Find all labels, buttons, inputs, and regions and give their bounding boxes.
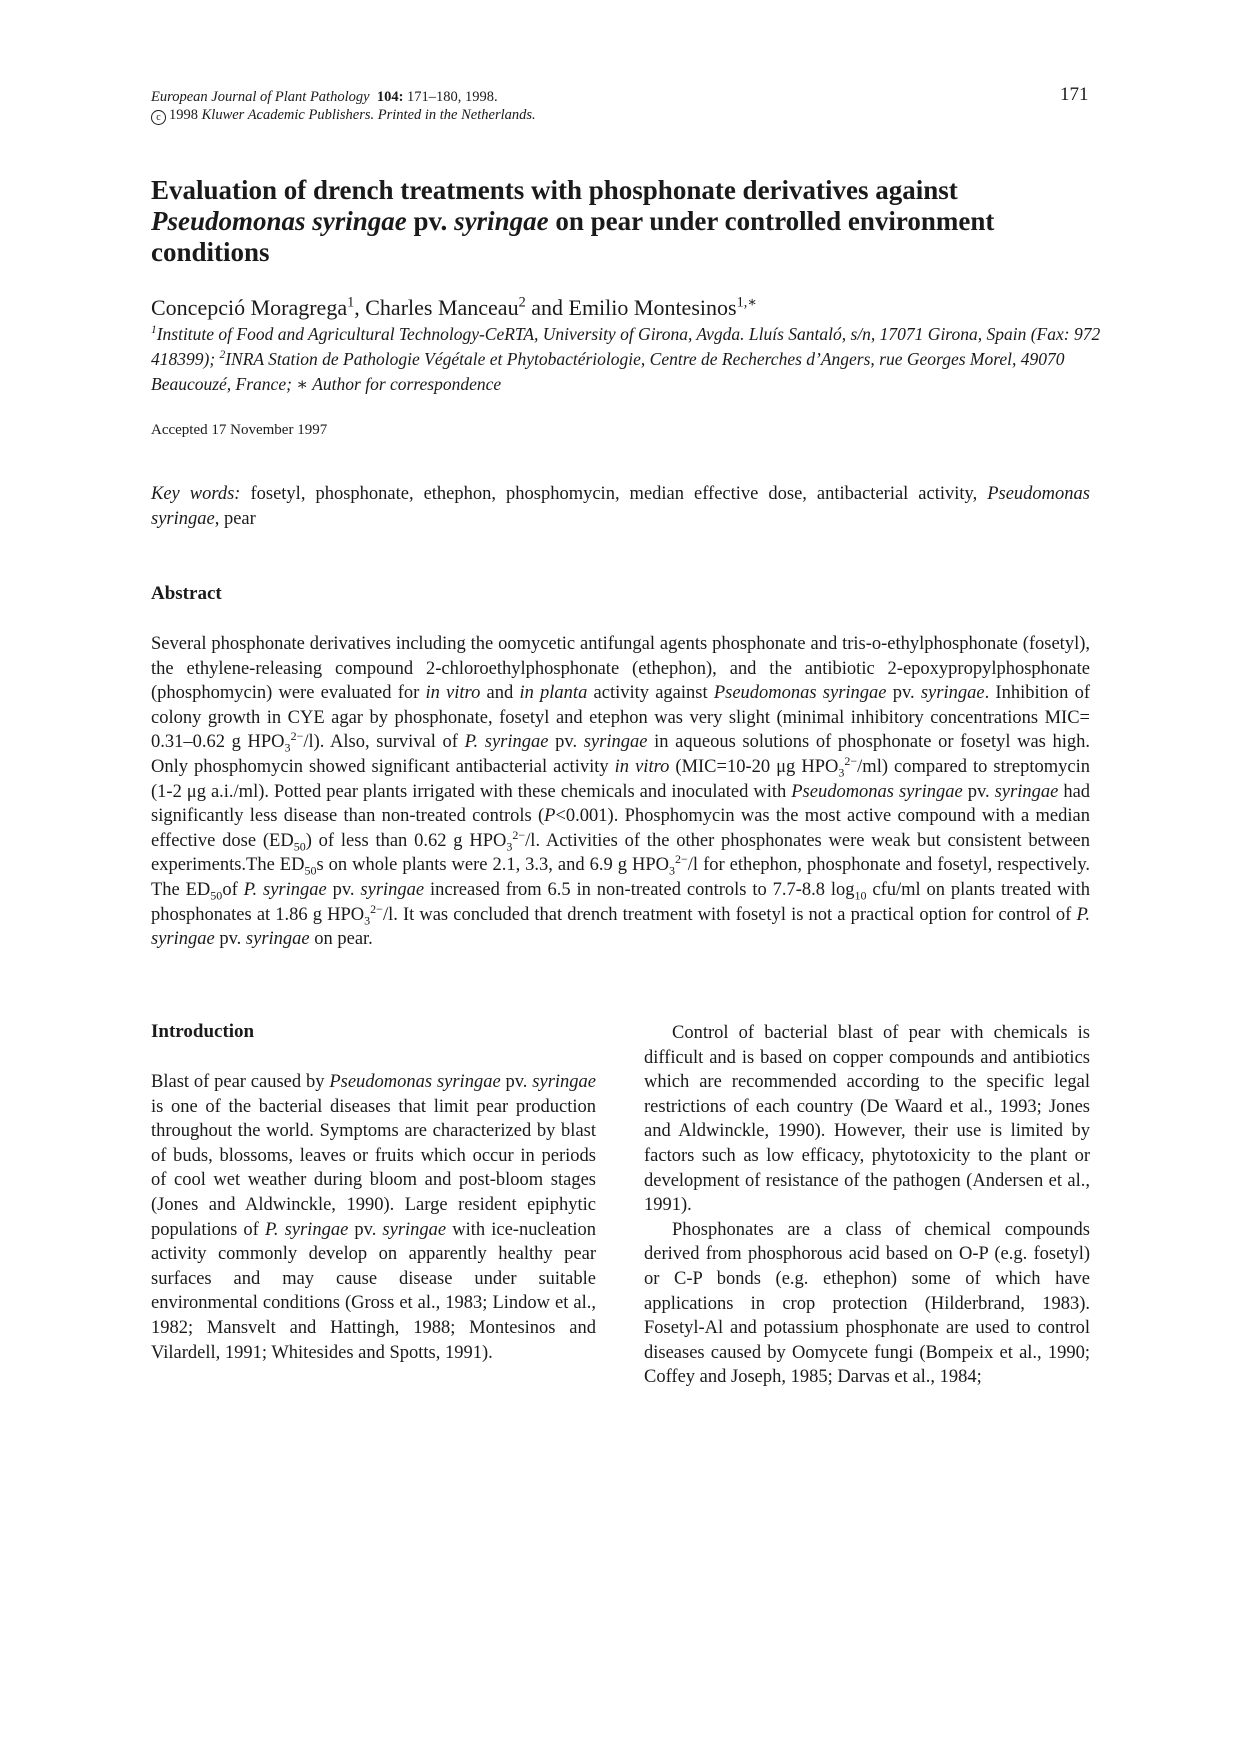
subscript: 10 [854, 888, 867, 903]
author-2: , Charles Manceau [354, 295, 519, 320]
intro-species: syringae [532, 1072, 596, 1092]
abstract-italic: in vitro [425, 683, 481, 704]
abstract-text: (MIC=10-20 μg HPO [675, 756, 839, 777]
abstract-text: /l). Also, survival of [303, 732, 458, 753]
title-pathovar: syringae [454, 206, 549, 236]
author-list [151, 295, 757, 321]
journal-volume: 104: [376, 89, 404, 105]
abstract-text: pv. [892, 683, 915, 704]
abstract-text: pv. [967, 781, 990, 802]
page-number: 171 [1060, 84, 1089, 105]
keywords-label: Key words: [151, 484, 241, 504]
accepted-date: Accepted 17 November 1997 [151, 422, 328, 438]
article-title [151, 175, 1091, 268]
intro-text: Blast of pear caused by [151, 1072, 325, 1092]
title-species: Pseudomonas syringae [151, 206, 407, 236]
abstract-species: P. syringae [151, 904, 1090, 950]
abstract-text: s on whole plants were 2.1, 3.3, and 6.9 g HPO [316, 855, 669, 876]
intro-text: pv. [505, 1072, 528, 1092]
subscript: 50 [210, 888, 223, 903]
abstract-species: syringae [920, 683, 985, 704]
superscript: 2− [844, 753, 858, 768]
author-3-sup: 1,∗ [736, 294, 758, 311]
intro-paragraph: Control of bacterial blast of pear with chemicals is difficult and is based on copper compounds and antibiotics which are recommended according to the specific legal restrictions of each country (De Waard et al., 1993; Jones and Aldwinckle, 1990). However, their use is limited by factors such as low efficacy, phytotoxicity to the plant or development of resistance of the pathogen (Andersen et al., 1991). [644, 1023, 1090, 1216]
affil-2-sup: 2 [219, 349, 226, 362]
abstract-text: ) of less than 0.62 g HPO [305, 830, 507, 851]
abstract-text: activity against [593, 683, 708, 704]
copyright-icon: c [151, 110, 166, 125]
abstract-text: increased from 6.5 in non-treated controls to 7.7-8.8 log [430, 879, 855, 900]
superscript: 2− [370, 901, 383, 916]
abstract-text: pv. [332, 879, 355, 900]
abstract-text: in aqueous solutions of phosphonate or fosetyl was high. Only phosphomycin showed significant antibacterial activity [151, 732, 1091, 777]
intro-species: syringae [382, 1219, 447, 1240]
keywords-species: Pseudomonas syringae [151, 484, 1090, 529]
abstract-text: /l. Activities of the other phosphonates were weak but consistent between experiments.The ED [151, 830, 1091, 876]
abstract-text: cfu/ml on plants treated with phosphonates at 1.86 g HPO [151, 879, 1091, 925]
abstract-text: Several phosphonate derivatives including the oomycetic antifungal agents phosphonate and tris-o-ethylphosphonate (fosetyl), the ethylene-releasing compound 2-chloroethylphosphonate (ethephon), and the antibiotic 2-epoxypropylphosphonate (phosphomycin) were evaluated for [151, 634, 1090, 704]
abstract-text: <0.001). Phosphomycin was the most active compound with a median effective dose (ED [151, 806, 1090, 851]
intro-text: is one of the bacterial diseases that limit pear production throughout the world. Symptoms are characterized by blast of buds, blossoms, leaves or fruits which occur in periods of cool wet weather during bloom and post-bloom stages (Jones and Aldwinckle, 1990). Large resident epiphytic populations of [151, 1096, 596, 1240]
abstract-species: P. syringae [243, 879, 327, 900]
title-line1: Evaluation of drench treatments with phosphonate derivatives against [151, 175, 958, 205]
journal-pages: 171–180, 1998. [407, 89, 498, 105]
intro-paragraph: Phosphonates are a class of chemical compounds derived from phosphorous acid based on O-P (e.g. fosetyl) or C-P bonds (e.g. ethephon) some of which have applications in crop protection (Hilderbrand, 1983). Fosetyl-Al and potassium phosphonate are used to control diseases caused by Oomycete fungi (Bompeix et al., 1990; Coffey and Joseph, 1985; Darvas et al., 1984; [644, 1219, 1090, 1388]
copyright-year: 1998 [169, 107, 198, 123]
introduction-heading: Introduction [151, 1021, 255, 1042]
superscript: 2− [290, 729, 304, 744]
subscript: 3 [668, 864, 675, 879]
abstract-species: P. syringae [464, 732, 549, 753]
intro-column-left [151, 1070, 596, 1365]
abstract-heading: Abstract [151, 583, 222, 604]
abstract-italic: P [544, 806, 556, 827]
abstract-species: syringae [245, 929, 310, 950]
abstract-body [151, 632, 1090, 952]
intro-paragraph [151, 1070, 596, 1365]
abstract-species: syringae [994, 781, 1059, 802]
author-1: Concepció Moragrega [151, 295, 348, 320]
abstract-species: Pseudomonas syringae [791, 781, 963, 802]
intro-text: with ice-nucleation activity commonly develop on apparently healthy pear surfaces and may cause disease under suitable environmental conditions (Gross et al., 1983; Lindow et al., 1982; Mansvelt and Hattingh, 1988; Montesinos and Vilardell, 1991; Whitesides and Spotts, 1991). [151, 1219, 596, 1363]
author-1-sup: 1 [347, 294, 355, 311]
intro-species: Pseudomonas syringae [329, 1072, 501, 1092]
author-2-sup: 2 [518, 294, 526, 311]
abstract-species: Pseudomonas syringae [713, 683, 887, 704]
abstract-text: of [222, 879, 238, 900]
abstract-text: . Inhibition of colony growth in CYE agar by phosphonate, fosetyl and etephon was very slight (minimal inhibitory concentrations MIC= 0.31–0.62 g HPO [151, 683, 1090, 753]
subscript: 3 [284, 741, 291, 756]
affil-1-sup: 1 [151, 324, 157, 337]
abstract-text: /ml) compared to streptomycin (1-2 μg a.i./ml). Potted pear plants irrigated with these chemicals and inoculated with [151, 756, 1091, 802]
abstract-text: on pear. [314, 929, 373, 950]
intro-column-right [644, 1021, 1090, 1390]
abstract-text: and [486, 683, 514, 704]
subscript: 3 [506, 839, 513, 854]
keywords-list: fosetyl, phosphonate, ethephon, phosphomycin, median effective dose, antibacterial activity, [250, 484, 978, 504]
superscript: 2− [512, 827, 526, 842]
abstract-text: pv. [555, 732, 578, 753]
title-rest: on pear under controlled environment conditions [151, 206, 995, 267]
abstract-species: syringae [360, 879, 425, 900]
intro-text: pv. [354, 1219, 377, 1240]
title-pv: pv. [413, 206, 448, 236]
journal-header [151, 88, 536, 125]
superscript: 2− [675, 852, 688, 867]
subscript: 50 [304, 864, 317, 879]
abstract-text: /l. It was concluded that drench treatment with fosetyl is not a practical option for control of [382, 904, 1072, 925]
affil-1: Institute of Food and Agricultural Technology-CeRTA, University of Girona, Avgda. Lluís Santaló, s/n, 17071 Girona, Spain (Fax: 972 418399); [151, 324, 1101, 369]
abstract-text: /l for ethephon, phosphonate and fosetyl, respectively. The ED [151, 855, 1090, 900]
author-3: and Emilio Montesinos [525, 295, 737, 320]
abstract-text: had significantly less disease than non-treated controls ( [151, 781, 1091, 827]
abstract-italic: in planta [519, 683, 588, 704]
intro-species: P. syringae [264, 1219, 349, 1240]
abstract-italic: in vitro [614, 756, 670, 777]
journal-name: European Journal of Plant Pathology [151, 89, 370, 105]
abstract-text: pv. [219, 929, 242, 950]
subscript: 3 [364, 913, 371, 928]
publisher-line: Kluwer Academic Publishers. Printed in the Netherlands. [201, 107, 536, 123]
affiliations [151, 322, 1101, 397]
keywords [151, 482, 1090, 532]
affil-2: INRA Station de Pathologie Végétale et Phytobactériologie, Centre de Recherches d’Angers, rue Georges Morel, 49070 Beaucouzé, France; ∗ Author for correspondence [151, 349, 1065, 394]
abstract-species: syringae [583, 732, 648, 753]
subscript: 50 [293, 839, 306, 854]
subscript: 3 [838, 765, 845, 780]
keywords-tail: , pear [214, 509, 256, 529]
